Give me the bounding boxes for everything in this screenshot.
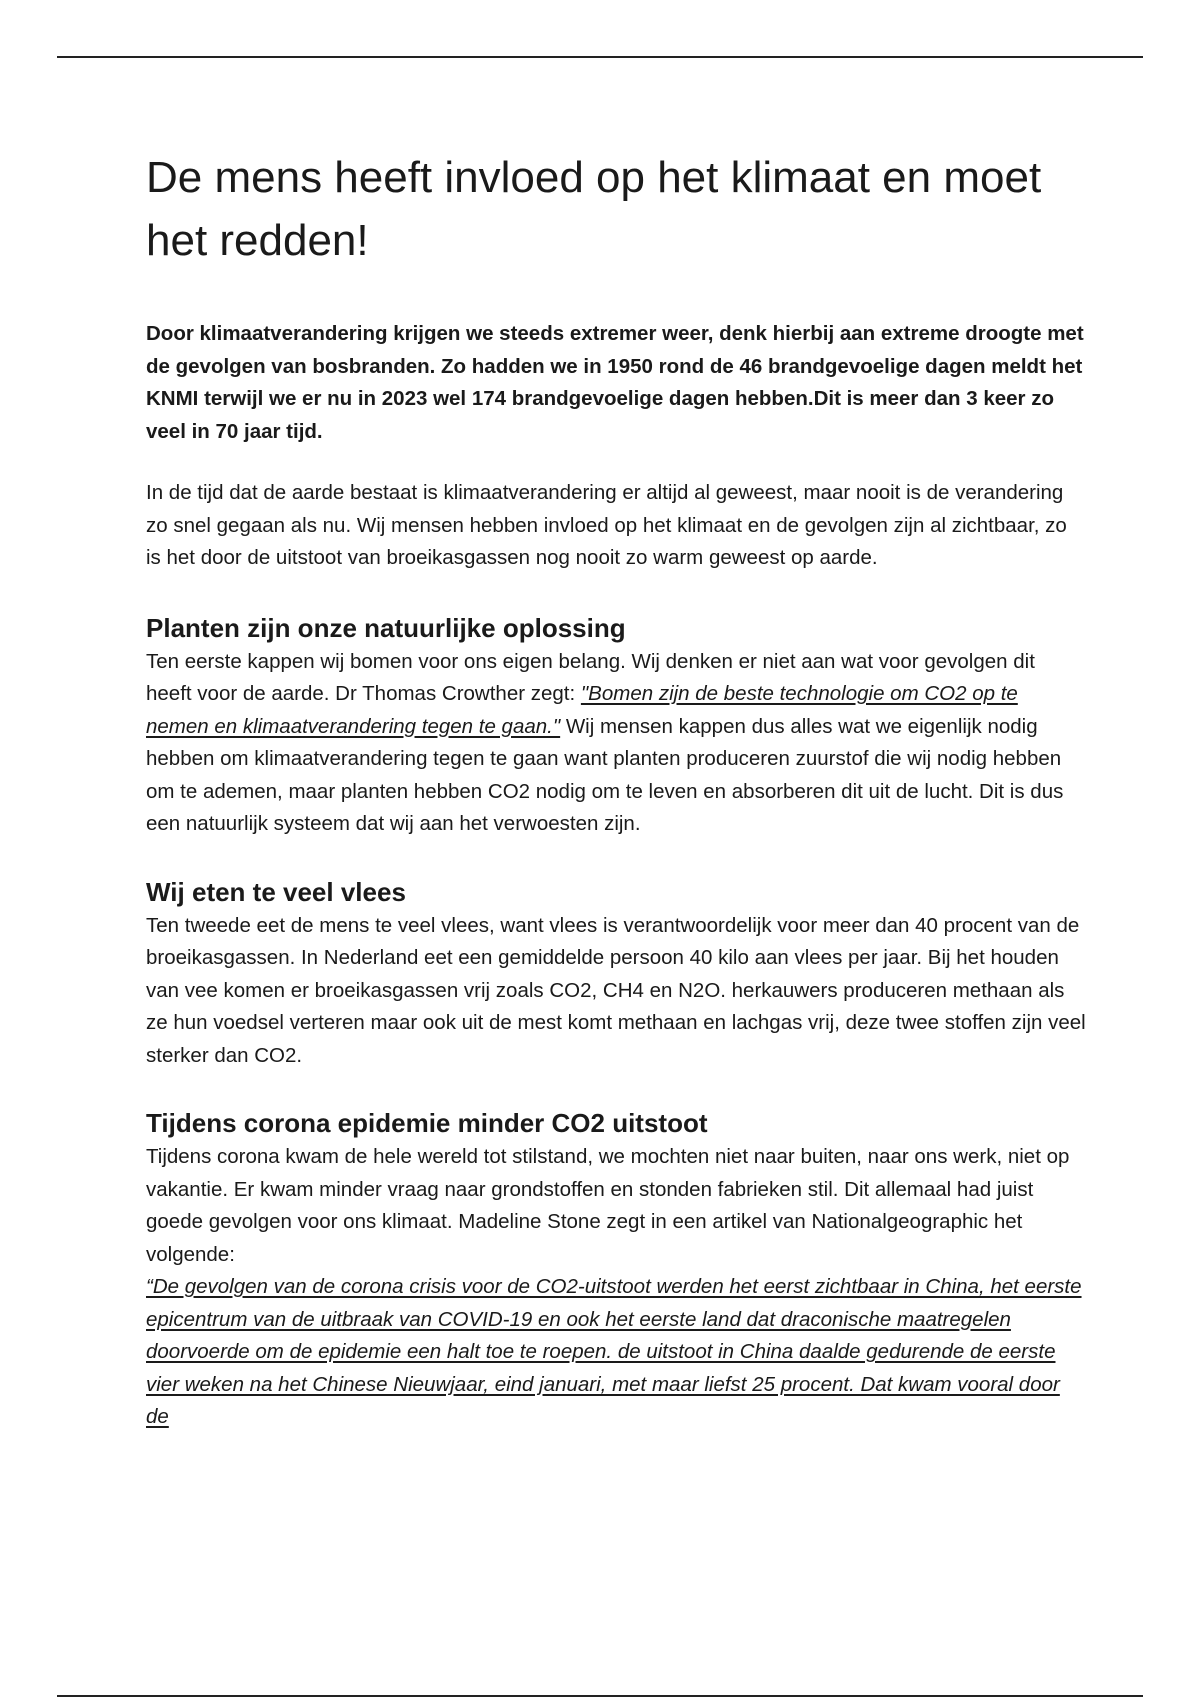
section-heading-meat: Wij eten te veel vlees [146, 876, 406, 907]
paragraph-climate-change: In de tijd dat de aarde bestaat is klimaatverandering er altijd al geweest, maar nooit is de verandering zo snel gegaan als nu. Wij mensen hebben invloed op het klimaat en de gevolgen zijn al zichtbaar, zo is het door de uitstoot van broeikasgassen nog nooit zo warm geweest op aarde. [146, 481, 1067, 569]
quote-crowther: "Bomen zijn de beste technologie om CO2 op te nemen en klimaatverandering tegen te gaan." [146, 682, 1018, 738]
section-text-plants-before: Ten eerste kappen wij bomen voor ons eigen belang. Wij denken er niet aan wat voor gevolgen dit heeft voor de aarde. Dr Thomas Crowther zegt: [146, 649, 1035, 705]
section-heading-corona: Tijdens corona epidemie minder CO2 uitstoot [146, 1108, 708, 1138]
intro-paragraph: Door klimaatverandering krijgen we steeds extremer weer, denk hierbij aan extreme droogte met de gevolgen van bosbranden. Zo hadden we in 1950 rond de 46 brandgevoelige dagen meldt het KNMI terwijl we er nu in 2023 wel 174 brandgevoelige dagen hebben.Dit is meer dan 3 keer zo veel in 70 jaar tijd. [146, 322, 1084, 443]
section-text-plants-after: Wij mensen kappen dus alles wat we eigenlijk nodig hebben om klimaatverandering tegen te gaan want planten produceren zuurstof die wij nodig hebben om te ademen, maar planten hebben CO2 nodig om te leven en absorberen dit uit de lucht. Dit is dus een natuurlijk systeem dat wij aan het verwoesten zijn. [146, 714, 1064, 835]
section-text-plants [146, 646, 1086, 841]
bottom-divider [57, 1695, 1143, 1697]
top-divider [57, 56, 1143, 58]
quote-national-geographic: “De gevolgen van de corona crisis voor de CO2-uitstoot werden het eerst zichtbaar in China, het eerste epicentrum van de uitbraak van COVID-19 en ook het eerste land dat draconische maatregelen doorvoerde om de epidemie een halt toe te roepen. de uitstoot in China daalde gedurende de eerste vier weken na het Chinese Nieuwjaar, eind januari, met maar liefst 25 procent. Dat kwam vooral door de [146, 1275, 1082, 1428]
section-heading-plants: Planten zijn onze natuurlijke oplossing [146, 612, 626, 643]
page-title: De mens heeft invloed op het klimaat en moet het redden! [146, 153, 1042, 265]
section-text-meat: Ten tweede eet de mens te veel vlees, want vlees is verantwoordelijk voor meer dan 40 procent van de broeikasgassen. In Nederland eet een gemiddelde persoon 40 kilo aan vlees per jaar. Bij het houden van vee komen er broeikasgassen vrij zoals CO2, CH4 en N2O. herkauwers produceren methaan als ze hun voedsel verteren maar ook uit de mest komt methaan en lachgas vrij, deze twee stoffen zijn veel sterker dan CO2. [146, 913, 1086, 1067]
section-text-corona: Tijdens corona kwam de hele wereld tot stilstand, we mochten niet naar buiten, naar ons werk, niet op vakantie. Er kwam minder vraag naar grondstoffen en stonden fabrieken stil. Dit allemaal had juist goede gevolgen voor ons klimaat. Madeline Stone zegt in een artikel van Nationalgeographic het volgende: [146, 1145, 1070, 1266]
document-body [146, 146, 1086, 1434]
